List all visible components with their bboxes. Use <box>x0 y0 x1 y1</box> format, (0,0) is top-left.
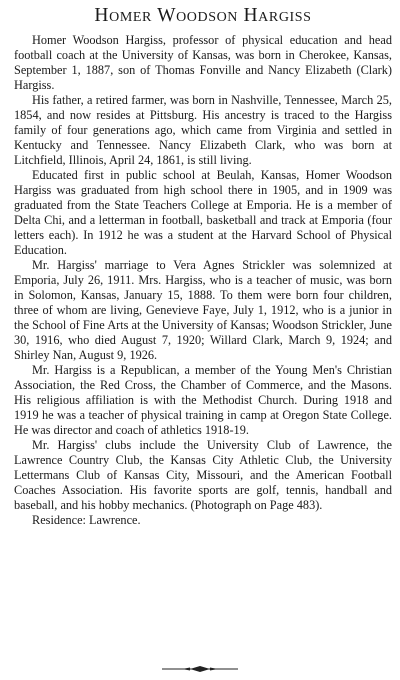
page-title: Homer Woodson Hargiss <box>94 5 312 26</box>
paragraph-clubs: Mr. Hargiss' clubs include the University Club of Lawrence, the Lawrence Country Club, the Kansas City Athletic Club, the University Lettermans Club of Kansas City, Missouri, and the American Football Coaches Association. His favorite sports are golf, tennis, handball and baseball, and his hobby mechanics. (Photograph on Page 483). <box>14 438 392 512</box>
paragraph-birth: Homer Woodson Hargiss, professor of physical education and head football coach at the University of Kansas, was born in Cherokee, Kansas, September 1, 1887, son of Thomas Fonville and Nancy Elizabeth (Clark) Hargiss. <box>14 33 392 92</box>
end-ornament-icon <box>160 664 240 674</box>
paragraph-father: His father, a retired farmer, was born in Nashville, Tennessee, March 25, 1854, and now resides at Pittsburg. His ancestry is traced to the Hargiss family of four generations ago, which came from Virginia and settled in Kentucky and Tennessee. Nancy Elizabeth Clark, who was born at Litchfield, Illinois, April 24, 1861, is still living. <box>14 93 392 167</box>
biography-text <box>14 33 392 528</box>
paragraph-affiliations: Mr. Hargiss is a Republican, a member of the Young Men's Christian Association, the Red Cross, the Chamber of Commerce, and the Masons. His religious affiliation is with the Methodist Church. During 1918 and 1919 he was a teacher of physical training in camp at Oregon State College. He was director and coach of athletics 1918-19. <box>14 363 392 437</box>
residence-label: Residence: <box>32 513 86 527</box>
residence-line <box>14 513 392 528</box>
residence-value: Lawrence. <box>89 513 141 527</box>
paragraph-marriage: Mr. Hargiss' marriage to Vera Agnes Strickler was solemnized at Emporia, July 26, 1911. Mrs. Hargiss, who is a teacher of music, was born in Solomon, Kansas, January 15, 1888. To them were born four children, three of whom are living, Genevieve Faye, July 1, 1912, who is a junior in the School of Fine Arts at the University of Kansas; Woodson Strickler, June 30, 1916, who died August 7, 1920; Willard Clark, March 9, 1924; and Shirley Nan, August 9, 1926. <box>14 258 392 362</box>
paragraph-education: Educated first in public school at Beulah, Kansas, Homer Woodson Hargiss was graduated from high school there in 1905, and in 1909 was graduated from the State Teachers College at Emporia. He is a member of Delta Chi, and a letterman in football, basketball and track at Emporia (four letters each). In 1912 he was a student at the Harvard School of Physical Education. <box>14 168 392 257</box>
